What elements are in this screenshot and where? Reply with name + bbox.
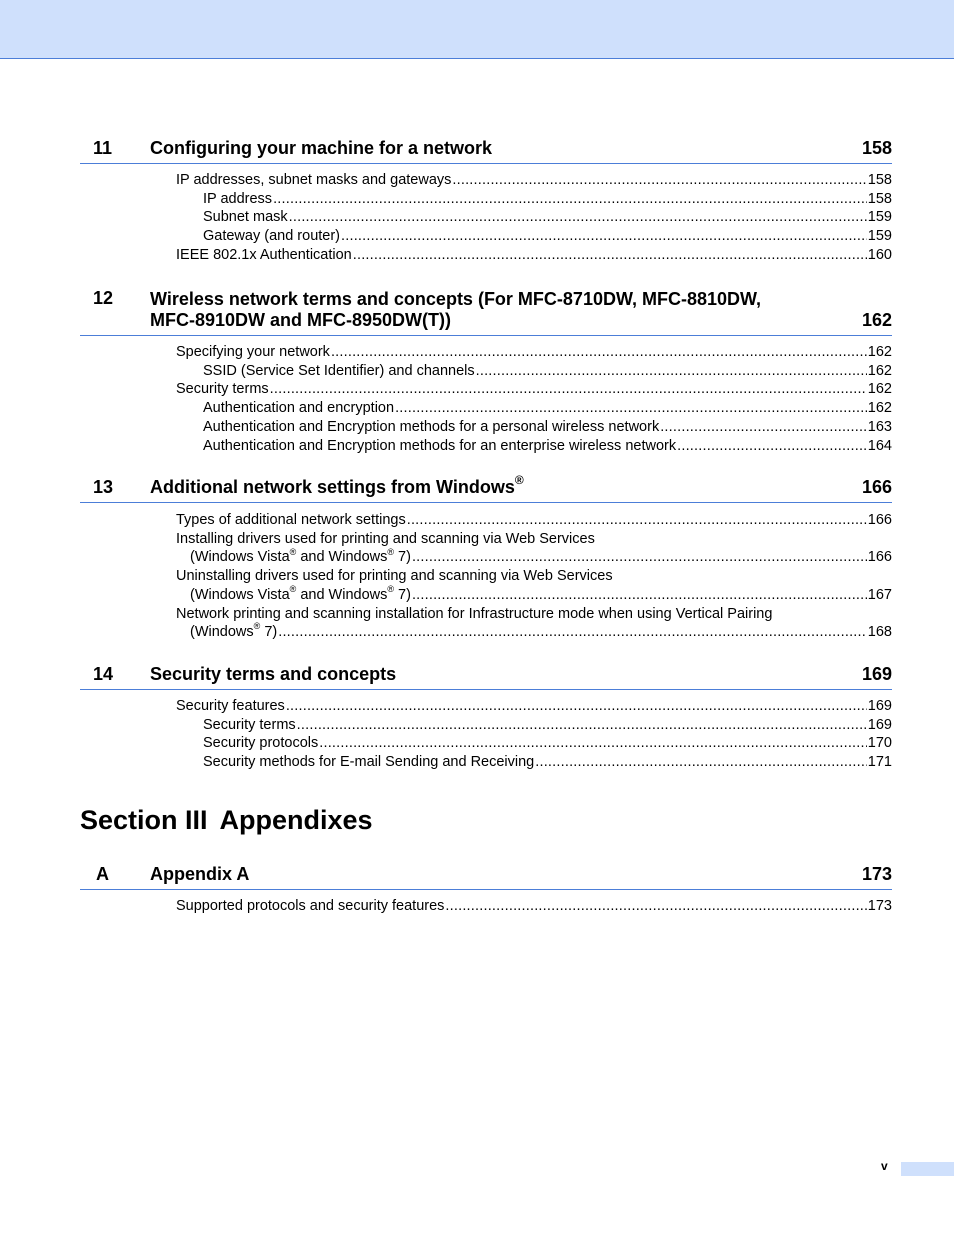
toc-entry-text: Security methods for E-mail Sending and Receiving bbox=[203, 754, 535, 771]
toc-entry-text: IEEE 802.1x Authentication bbox=[176, 246, 352, 263]
toc-entry-text: IP addresses, subnet masks and gateways bbox=[176, 172, 452, 188]
chapter-title: Configuring your machine for a network bbox=[150, 138, 493, 158]
chapter-title-line-2: MFC-8910DW and MFC-8950DW(T)) bbox=[150, 310, 452, 330]
dot-leader bbox=[286, 697, 867, 716]
toc-entry[interactable] bbox=[80, 511, 892, 530]
toc-entry[interactable] bbox=[80, 734, 892, 753]
dot-leader bbox=[278, 623, 867, 642]
toc-entry-text: Types of additional network settings bbox=[176, 512, 406, 528]
toc-entry-continuation[interactable] bbox=[80, 623, 892, 642]
toc-entry-text: SSID (Service Set Identifier) and channels bbox=[203, 362, 475, 379]
chapter-heading-13[interactable] bbox=[80, 473, 892, 503]
registered-mark: ® bbox=[387, 546, 395, 557]
text-part: and Windows bbox=[296, 586, 388, 603]
chapter-title-line-1: Wireless network terms and concepts (For MFC-8710DW, MFC-8810DW, bbox=[150, 289, 761, 309]
toc-entry[interactable] bbox=[80, 380, 892, 399]
dot-leader bbox=[331, 343, 867, 362]
dot-leader bbox=[412, 548, 867, 567]
toc-entry[interactable] bbox=[80, 697, 892, 716]
dot-leader bbox=[445, 897, 866, 916]
toc-entry-page: 162 bbox=[867, 344, 892, 360]
chapter-heading-14[interactable] bbox=[80, 660, 892, 690]
chapter-page: 173 bbox=[861, 864, 892, 884]
footer-tab bbox=[901, 1162, 954, 1176]
chapter-page: 158 bbox=[861, 138, 892, 158]
toc-list-appendix bbox=[80, 897, 892, 916]
toc-entry-page: 158 bbox=[867, 172, 892, 188]
toc-entry[interactable] bbox=[80, 418, 892, 437]
toc-entry-line[interactable]: Installing drivers used for printing and scanning via Web Services bbox=[176, 530, 595, 547]
chapter-title bbox=[150, 289, 830, 331]
dot-leader bbox=[289, 208, 867, 227]
chapter-title: Security terms and concepts bbox=[150, 664, 397, 684]
toc-entry-text: Security terms bbox=[203, 716, 296, 733]
chapter-page: 166 bbox=[861, 477, 892, 497]
text-part: and Windows bbox=[296, 549, 388, 566]
toc-entry[interactable] bbox=[80, 208, 892, 227]
toc-entry-text: Security features bbox=[176, 698, 285, 714]
dot-leader bbox=[535, 753, 867, 772]
dot-leader bbox=[660, 418, 867, 437]
registered-mark: ® bbox=[289, 583, 297, 594]
toc-entry-page: 171 bbox=[867, 754, 892, 771]
text-part: 7) bbox=[394, 586, 411, 603]
chapter-heading-11[interactable] bbox=[80, 134, 892, 164]
chapter-title: Appendix A bbox=[150, 864, 250, 884]
toc-entry-line[interactable]: Uninstalling drivers used for printing and scanning via Web Services bbox=[176, 568, 613, 585]
chapter-page: 169 bbox=[861, 664, 892, 684]
toc-entry-page: 164 bbox=[867, 437, 892, 454]
toc-entry-continuation[interactable] bbox=[80, 548, 892, 567]
chapter-title bbox=[150, 473, 830, 498]
toc-entry[interactable] bbox=[80, 171, 892, 190]
chapter-number: A bbox=[96, 864, 109, 884]
dot-leader bbox=[476, 362, 867, 381]
toc-entry-text bbox=[190, 583, 411, 605]
chapter-number: 13 bbox=[93, 477, 114, 497]
toc-list-13 bbox=[80, 511, 892, 642]
text-part: 7) bbox=[394, 549, 411, 566]
toc-entry-page: 162 bbox=[867, 381, 892, 398]
chapter-number: 14 bbox=[93, 664, 114, 684]
toc-entry-text bbox=[190, 623, 277, 642]
dot-leader bbox=[353, 246, 867, 265]
toc-entry-page: 166 bbox=[867, 512, 892, 528]
toc-entry-page: 163 bbox=[867, 418, 892, 435]
toc-entry-page: 169 bbox=[867, 698, 892, 714]
text-part: (Windows bbox=[190, 624, 254, 641]
toc-entry[interactable] bbox=[80, 227, 892, 246]
toc-entry[interactable] bbox=[80, 399, 892, 418]
dot-leader bbox=[395, 399, 867, 418]
toc-entry-text: Specifying your network bbox=[176, 344, 330, 360]
toc-entry-text: Subnet mask bbox=[203, 209, 288, 226]
section-label: Section III bbox=[80, 805, 208, 835]
dot-leader bbox=[452, 171, 866, 190]
section-heading bbox=[80, 802, 373, 838]
dot-leader bbox=[273, 190, 867, 209]
page-number: v bbox=[881, 1159, 888, 1173]
toc-list-11 bbox=[80, 171, 892, 265]
toc-entry-page: 167 bbox=[867, 586, 892, 603]
chapter-number: 12 bbox=[93, 288, 114, 308]
dot-leader bbox=[270, 380, 867, 399]
toc-entry-page: 158 bbox=[867, 190, 892, 207]
toc-entry-page: 159 bbox=[867, 209, 892, 226]
toc-entry[interactable] bbox=[80, 343, 892, 362]
text-part: 7) bbox=[260, 624, 278, 641]
text-part: (Windows Vista bbox=[190, 586, 290, 603]
section-title: Appendixes bbox=[219, 805, 373, 835]
toc-entry-text: Authentication and Encryption methods for a personal wireless network bbox=[203, 418, 660, 435]
toc-entry-page: 160 bbox=[867, 246, 892, 263]
appendix-heading-a[interactable] bbox=[80, 860, 892, 890]
dot-leader bbox=[677, 437, 867, 456]
toc-entry-page: 159 bbox=[867, 228, 892, 245]
toc-entry[interactable] bbox=[80, 753, 892, 772]
toc-entry-text: Security terms bbox=[176, 381, 269, 398]
chapter-number: 11 bbox=[93, 138, 113, 158]
toc-entry-text: Supported protocols and security features bbox=[176, 898, 445, 914]
toc-entry[interactable] bbox=[80, 190, 892, 209]
toc-entry-page: 170 bbox=[867, 735, 892, 752]
toc-entry-page: 168 bbox=[867, 624, 892, 641]
text-part: (Windows Vista bbox=[190, 549, 290, 566]
toc-entry-text: IP address bbox=[203, 190, 273, 207]
dot-leader bbox=[297, 716, 867, 735]
registered-mark: ® bbox=[514, 473, 524, 487]
toc-entry-line[interactable]: Network printing and scanning installation for Infrastructure mode when using Vertical Pairing bbox=[176, 605, 773, 622]
dot-leader bbox=[319, 734, 867, 753]
chapter-page: 162 bbox=[861, 310, 892, 330]
toc-entry-text: Authentication and Encryption methods for an enterprise wireless network bbox=[203, 437, 677, 454]
toc-entry-page: 162 bbox=[867, 362, 892, 379]
toc-entry-continuation[interactable] bbox=[80, 583, 892, 605]
dot-leader bbox=[412, 586, 867, 605]
chapter-heading-12[interactable] bbox=[80, 284, 892, 336]
toc-entry-text bbox=[190, 548, 411, 567]
toc-entry-text: Authentication and encryption bbox=[203, 400, 395, 417]
toc-entry-page: 162 bbox=[867, 400, 892, 417]
toc-entry-page: 169 bbox=[867, 716, 892, 733]
toc-entry-text: Gateway (and router) bbox=[203, 228, 341, 245]
toc-entry[interactable] bbox=[80, 246, 892, 265]
toc-entry-text: Security protocols bbox=[203, 735, 319, 752]
registered-mark: ® bbox=[387, 583, 395, 594]
registered-mark: ® bbox=[253, 621, 261, 632]
toc-entry[interactable] bbox=[80, 437, 892, 456]
toc-entry-page: 166 bbox=[867, 549, 892, 566]
toc-entry[interactable] bbox=[80, 362, 892, 381]
toc-entry-page: 173 bbox=[867, 898, 892, 914]
registered-mark: ® bbox=[289, 546, 297, 557]
chapter-title-text: Additional network settings from Windows bbox=[150, 477, 515, 497]
dot-leader bbox=[341, 227, 867, 246]
toc-list-12 bbox=[80, 343, 892, 455]
header-band bbox=[0, 0, 954, 59]
toc-entry[interactable] bbox=[80, 897, 892, 916]
toc-list-14 bbox=[80, 697, 892, 772]
toc-entry[interactable] bbox=[80, 716, 892, 735]
dot-leader bbox=[407, 511, 867, 530]
